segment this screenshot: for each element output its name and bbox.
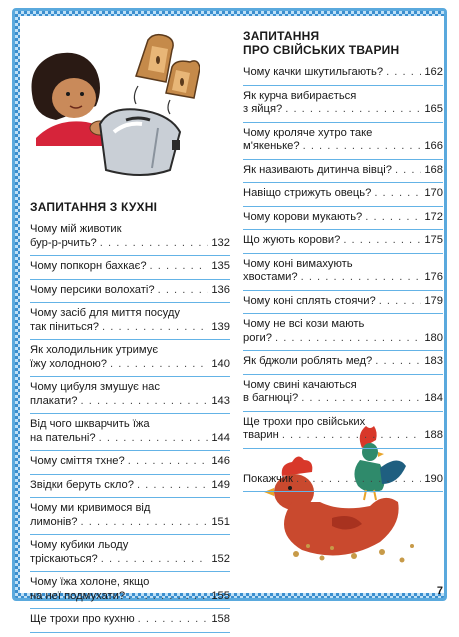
toc-entry-line <box>243 211 443 225</box>
leader-dots <box>128 455 209 469</box>
toc-entry-line <box>30 284 230 298</box>
toc-entry-line <box>30 576 230 590</box>
toc-entry-text: Чому їжа холоне, якщо <box>30 576 150 588</box>
toc-page-number: 188 <box>424 429 443 441</box>
toc-entry-line <box>243 392 443 406</box>
toc-entry[interactable] <box>243 473 443 493</box>
leader-dots <box>102 321 208 335</box>
toc-page-number: 140 <box>211 357 230 370</box>
toc-page-number: 146 <box>211 455 230 467</box>
toc-entry-text: плакати? <box>30 394 78 407</box>
page-number: 7 <box>436 585 443 597</box>
leader-dots <box>375 355 421 369</box>
toc-entry-text: Чому засіб для миття посуду <box>30 307 180 319</box>
toc-entry-line <box>243 429 443 443</box>
toc-entry-text: на неї подмухати? <box>30 589 126 602</box>
toc-entry-line <box>30 502 230 516</box>
toc-entry[interactable] <box>30 344 230 377</box>
toc-entry-text: Чому корови мукають? <box>243 210 363 223</box>
toc-entry-line <box>243 103 443 117</box>
toc-entry-text: роги? <box>243 331 272 344</box>
toc-entry-text: Ще трохи про свійських <box>243 415 366 428</box>
toc-entry-text: Ще трохи про кухню <box>30 613 135 625</box>
toc-entry-text: Чому мій животик <box>30 223 122 235</box>
toc-entry-text: бур-р-рчить? <box>30 236 97 249</box>
toc-entry-line <box>243 271 443 285</box>
toc-entry-line <box>30 455 230 469</box>
toc-entry[interactable] <box>243 318 443 351</box>
leader-dots <box>99 432 209 446</box>
toc-page-number: 190 <box>424 472 443 485</box>
toc-entry-line <box>30 516 230 530</box>
toc-entry-line <box>30 590 230 604</box>
animals-title-line1: ЗАПИТАННЯ <box>243 29 320 43</box>
toc-entry-line <box>30 553 230 567</box>
toc-entry-line <box>30 613 230 627</box>
toc-entry-text: Чому кроляче хутро таке <box>243 126 373 139</box>
toc-entry-line <box>243 66 443 80</box>
toc-entry[interactable] <box>243 66 443 86</box>
leader-dots <box>386 66 421 80</box>
kitchen-section <box>30 200 230 637</box>
toc-entry[interactable] <box>243 379 443 412</box>
toc-entry-text: Як називають дитинча вівці? <box>243 163 392 176</box>
toc-entry-text: Чому персики волохаті? <box>30 283 155 296</box>
toc-entry-line <box>30 237 230 251</box>
toc-entry-text: Від чого шкварчить їжа <box>30 418 150 430</box>
toc-page-number: 158 <box>211 613 230 625</box>
leader-dots <box>138 613 209 627</box>
toc-page-number: 162 <box>424 66 443 78</box>
toc-entry-text: в багнюці? <box>243 392 299 404</box>
toc-entry[interactable] <box>243 187 443 207</box>
toc-entry-text: тріскаються? <box>30 552 98 565</box>
toc-entry[interactable] <box>30 539 230 572</box>
toc-entry[interactable] <box>30 284 230 304</box>
toc-entry-line <box>243 355 443 369</box>
toc-entry-text: Чому ми кривимося від <box>30 502 151 514</box>
toc-page-number: 166 <box>424 140 443 152</box>
toc-page-number: 139 <box>211 320 230 333</box>
toc-entry[interactable] <box>30 260 230 280</box>
toc-entry-line <box>243 258 443 272</box>
toc-page-number: 143 <box>211 394 230 407</box>
leader-dots <box>285 103 421 117</box>
leader-dots <box>81 395 209 409</box>
animals-entry-list <box>243 66 443 449</box>
toc-page-number: 135 <box>211 260 230 272</box>
toc-entry[interactable] <box>30 307 230 340</box>
toc-entry[interactable] <box>243 164 443 184</box>
toc-page-number: 184 <box>424 392 443 404</box>
toc-entry-text: Чому цибуля змушує нас <box>30 381 160 393</box>
toc-page-number: 179 <box>424 294 443 307</box>
toc-entry-text: Чому качки шкутильгають? <box>243 66 384 78</box>
toc-entry-text: їжу холодною? <box>30 357 108 370</box>
toc-entry-text: Чому не всі кози мають <box>243 318 365 330</box>
toc-entry-text: Як курча вибирається <box>243 89 357 102</box>
animals-section <box>243 29 443 496</box>
toc-entry-line <box>243 140 443 154</box>
toc-page-number: 168 <box>424 163 443 176</box>
leader-dots <box>301 271 422 285</box>
leader-dots <box>81 516 209 530</box>
toc-entry-line <box>243 332 443 346</box>
kitchen-illustration <box>30 28 200 188</box>
toc-entry-text: Чому коні вимахують <box>243 257 353 270</box>
toc-page-number: 144 <box>211 431 230 444</box>
toc-entry-text: так піниться? <box>30 320 100 333</box>
toc-page-number: 180 <box>424 331 443 344</box>
toc-entry[interactable] <box>243 258 443 291</box>
toc-entry-line <box>243 318 443 332</box>
toc-entry[interactable] <box>30 576 230 609</box>
leader-dots <box>296 473 421 487</box>
toc-entry-line <box>30 479 230 493</box>
toc-entry-text: Чому свині качаються <box>243 378 357 391</box>
kitchen-section-title: ЗАПИТАННЯ З КУХНІ <box>30 200 158 214</box>
index-entry-container <box>243 473 443 493</box>
toc-entry[interactable] <box>30 418 230 451</box>
toc-entry-line <box>30 344 230 358</box>
leader-dots <box>275 332 421 346</box>
leader-dots <box>158 284 209 298</box>
toc-entry[interactable] <box>243 355 443 375</box>
toc-entry[interactable] <box>30 613 230 633</box>
leader-dots <box>374 187 421 201</box>
animals-title-line2: ПРО СВІЙСЬКИХ ТВАРИН <box>243 43 400 57</box>
toc-entry-line <box>30 418 230 432</box>
toc-entry-line <box>30 539 230 553</box>
leader-dots <box>101 553 209 567</box>
checkered-border-top <box>15 11 444 16</box>
toc-entry-text: Чому сміття тхне? <box>30 455 125 467</box>
toc-page-number: 152 <box>211 552 230 565</box>
toc-entry-text: лимонів? <box>30 515 78 528</box>
toc-entry-text: Покажчик <box>243 472 293 485</box>
toc-entry-text: тварин <box>243 429 279 441</box>
toc-entry-text: хвостами? <box>243 271 298 283</box>
toc-entry-line <box>30 307 230 321</box>
toc-entry[interactable] <box>30 455 230 475</box>
toc-entry[interactable] <box>30 502 230 535</box>
leader-dots <box>395 164 421 178</box>
leader-dots <box>128 590 208 604</box>
leader-dots <box>379 295 422 309</box>
toc-entry-text: з яйця? <box>243 103 283 115</box>
toc-page-number: 170 <box>424 187 443 199</box>
toc-entry-text: Звідки беруть скло? <box>30 478 134 491</box>
toc-page-number: 151 <box>211 515 230 528</box>
toc-entry-line <box>30 432 230 446</box>
toc-entry-line <box>243 473 443 487</box>
animals-section-title <box>243 29 443 57</box>
toc-entry-line <box>243 416 443 430</box>
toc-page-number: 155 <box>211 589 230 602</box>
toc-entry-line <box>243 187 443 201</box>
toc-entry-line <box>30 223 230 237</box>
toc-entry[interactable] <box>243 295 443 315</box>
toc-entry-text: Чому попкорн бахкає? <box>30 260 147 272</box>
toc-entry-line <box>30 321 230 335</box>
leader-dots <box>110 358 208 372</box>
leader-dots <box>282 429 422 443</box>
toc-page-number: 176 <box>424 271 443 283</box>
leader-dots <box>137 479 208 493</box>
toc-page-number: 175 <box>424 234 443 246</box>
toc-entry-text: Навіщо стрижуть овець? <box>243 187 372 199</box>
leader-dots <box>303 140 422 154</box>
toc-entry[interactable] <box>243 234 443 254</box>
leader-dots <box>100 237 209 251</box>
toc-entry-text: Як холодильник утримує <box>30 344 159 356</box>
toc-entry-line <box>243 164 443 178</box>
toc-page-number: 132 <box>211 236 230 249</box>
toc-entry-text: Як бджоли роблять мед? <box>243 355 373 367</box>
leader-dots <box>150 260 209 274</box>
leader-dots <box>343 234 421 248</box>
leader-dots <box>365 211 421 225</box>
toc-entry[interactable] <box>30 381 230 414</box>
toc-entry[interactable] <box>30 479 230 499</box>
toc-entry-line <box>243 234 443 248</box>
toc-entry[interactable] <box>243 416 443 449</box>
toc-entry-line <box>30 395 230 409</box>
leader-dots <box>301 392 421 406</box>
toc-entry-text: Чому коні сплять стоячи? <box>243 294 376 307</box>
toc-page-number: 183 <box>424 355 443 367</box>
toast-icon <box>136 35 200 98</box>
toc-entry-line <box>243 127 443 141</box>
toc-entry[interactable] <box>243 90 443 123</box>
toc-entry-text: Чому кубики льоду <box>30 539 129 551</box>
toaster-icon <box>100 109 180 175</box>
toc-entry-text: м'якеньке? <box>243 140 300 152</box>
toc-entry-line <box>243 90 443 104</box>
toc-page-number: 165 <box>424 103 443 115</box>
toc-entry-text: на пательні? <box>30 431 96 444</box>
toc-entry-line <box>243 295 443 309</box>
toc-entry-line <box>243 379 443 393</box>
toc-entry-line <box>30 260 230 274</box>
toc-page-number: 172 <box>424 210 443 223</box>
toc-page-number: 136 <box>211 283 230 296</box>
checkered-border-left <box>15 11 20 598</box>
kitchen-entry-list <box>30 223 230 633</box>
toc-entry-line <box>30 381 230 395</box>
toc-entry-line <box>30 358 230 372</box>
toc-entry[interactable] <box>243 127 443 160</box>
toc-entry[interactable] <box>30 223 230 256</box>
toc-entry-text: Що жують корови? <box>243 234 341 246</box>
toc-page-number: 149 <box>211 478 230 491</box>
toc-entry[interactable] <box>243 211 443 231</box>
